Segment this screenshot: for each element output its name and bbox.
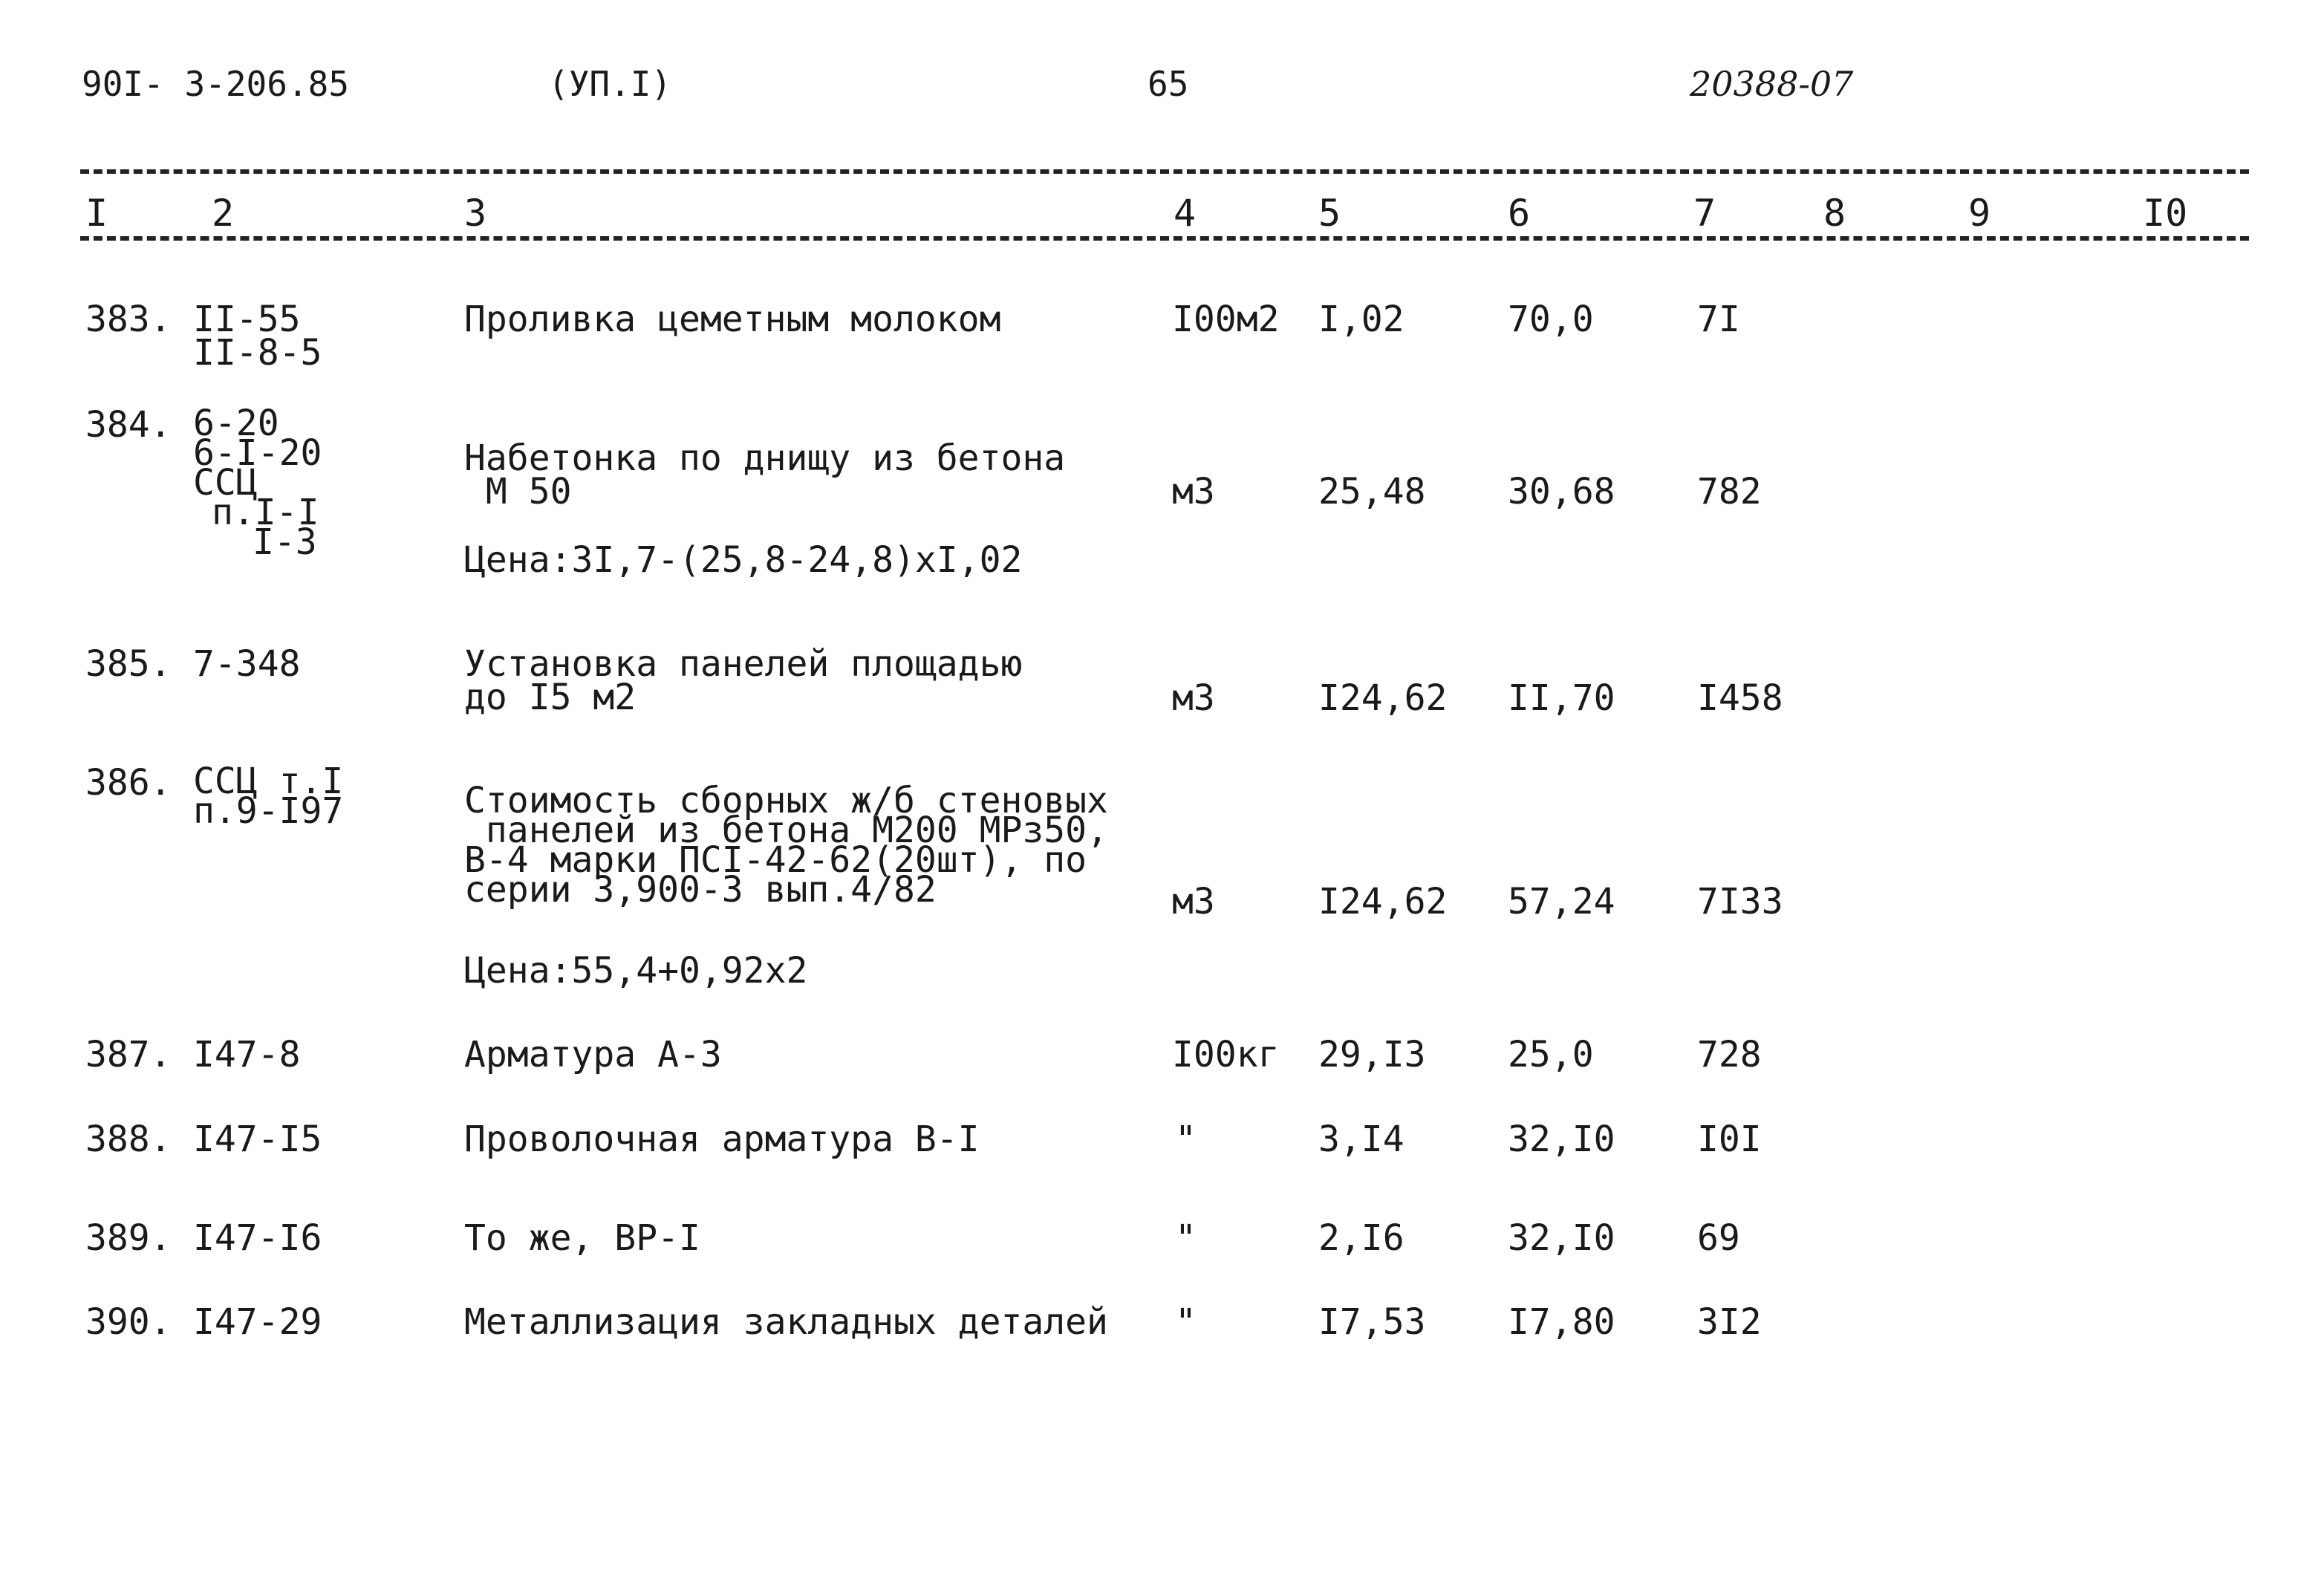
document-code: 90I- 3-206.85	[82, 64, 350, 104]
unit-price: 32,I0	[1508, 1217, 1615, 1259]
unit: м3	[1172, 881, 1215, 922]
total-cost: 69	[1697, 1217, 1740, 1259]
page-number: 65	[1148, 64, 1189, 104]
row-number: 384.	[85, 404, 172, 446]
unit: м3	[1172, 677, 1215, 719]
quantity: 2,I6	[1318, 1217, 1405, 1259]
row-number: 383.	[85, 299, 172, 340]
quantity: 25,48	[1318, 471, 1426, 512]
column-number: 2	[212, 192, 235, 235]
unit-ditto-mark: "	[1175, 1301, 1197, 1343]
row-number: 386.	[85, 762, 172, 804]
total-cost: 782	[1697, 471, 1762, 512]
work-description: Проливка цеметным молоком	[464, 299, 1001, 340]
work-description: Стоимость сборных ж/б стеновых панелей из бетона М200 МРз50, В-4 марки ПСI-42-62(20шт), по серии 3,900-3 вып.4/82	[464, 780, 1108, 911]
unit-price: 30,68	[1508, 471, 1615, 512]
row-number: 388.	[85, 1119, 172, 1160]
table-header-rule	[80, 236, 2249, 241]
section-label: (УП.I)	[548, 64, 672, 104]
work-description: Металлизация закладных деталей	[464, 1301, 1108, 1343]
column-number: 8	[1823, 192, 1846, 235]
unit-price: 25,0	[1508, 1034, 1594, 1075]
quantity: I7,53	[1318, 1301, 1426, 1343]
unit-price: I7,80	[1508, 1301, 1615, 1343]
total-cost: I458	[1697, 677, 1783, 719]
total-cost: 728	[1697, 1034, 1762, 1075]
column-number: 4	[1174, 192, 1197, 235]
quantity: 3,I4	[1318, 1119, 1405, 1160]
work-description: Набетонка по днищу из бетона М 50	[464, 437, 1066, 512]
row-number: 387.	[85, 1034, 172, 1075]
document-stamp: 20388-07	[1690, 64, 1854, 104]
unit-price: 70,0	[1508, 299, 1594, 340]
quantity: 29,I3	[1318, 1034, 1426, 1075]
row-number: 389.	[85, 1217, 172, 1259]
quantity: I24,62	[1318, 677, 1448, 719]
total-cost: I0I	[1697, 1119, 1762, 1160]
total-cost: 7I33	[1697, 881, 1783, 922]
quantity: I24,62	[1318, 881, 1448, 922]
row-number: 390.	[85, 1301, 172, 1343]
table-top-rule	[80, 169, 2249, 174]
total-cost: 3I2	[1697, 1301, 1762, 1343]
unit: I00м2	[1172, 299, 1280, 340]
unit-price: 57,24	[1508, 881, 1615, 922]
unit-ditto-mark: "	[1175, 1119, 1197, 1160]
unit-ditto-mark: "	[1175, 1217, 1197, 1259]
column-number: 7	[1693, 192, 1716, 235]
unit-price: II,70	[1508, 677, 1615, 719]
work-description: Установка панелей площадью до I5 м2	[464, 643, 1023, 718]
rate-code: I47-I6	[193, 1217, 322, 1259]
rate-code: I47-29	[193, 1301, 322, 1343]
work-description: Проволочная арматура В-I	[464, 1119, 980, 1160]
unit: м3	[1172, 471, 1215, 512]
rate-code: II-55 II-8-5	[193, 299, 322, 374]
column-number: 3	[464, 192, 487, 235]
column-number: I	[85, 192, 108, 235]
work-description: То же, ВР-I	[464, 1217, 700, 1259]
rate-code: I47-8	[193, 1034, 301, 1075]
price-note: Цена:55,4+0,92х2	[464, 950, 808, 992]
rate-code: 7-348	[193, 643, 301, 685]
quantity: I,02	[1318, 299, 1405, 340]
column-number: 6	[1508, 192, 1531, 235]
column-number: 9	[1968, 192, 1991, 235]
rate-code: I47-I5	[193, 1119, 322, 1160]
row-number: 385.	[85, 643, 172, 685]
work-description: Арматура А-3	[464, 1034, 722, 1075]
unit: I00кг	[1172, 1034, 1280, 1075]
column-number: 5	[1318, 192, 1341, 235]
rate-code: ССЦ т.I п.9-I97	[193, 761, 344, 832]
price-note: Цена:3I,7-(25,8-24,8)хI,02	[464, 539, 1023, 581]
rate-code: 6-20 6-I-20 ССЦ п.I-I I-3	[193, 403, 322, 563]
unit-price: 32,I0	[1508, 1119, 1615, 1160]
column-number: I0	[2143, 192, 2188, 235]
total-cost: 7I	[1697, 299, 1740, 340]
